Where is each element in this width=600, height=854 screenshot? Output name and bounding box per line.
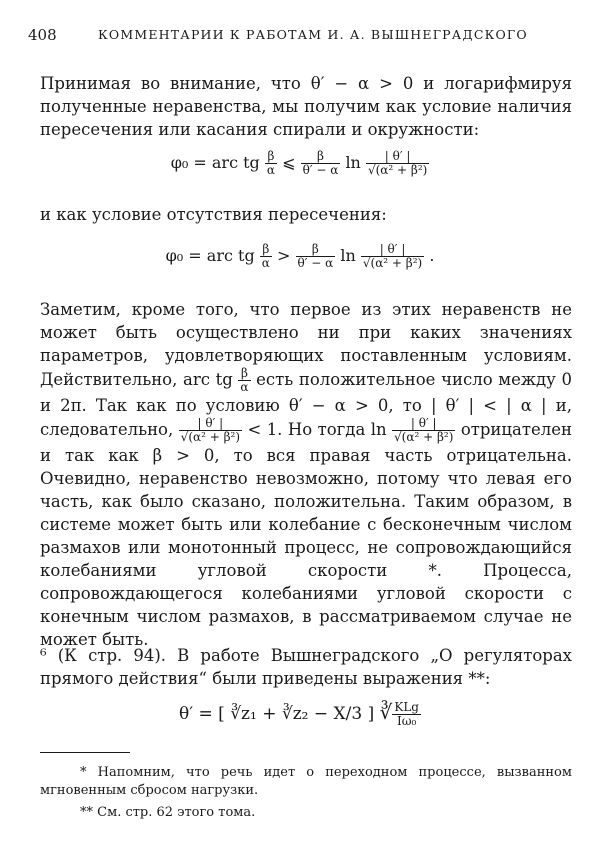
eq1-fraction-1: $\frac{\beta}{\alpha}$	[266, 149, 275, 177]
eq1-ln: ln	[345, 153, 361, 172]
paragraph-intro: Принимая во внимание, что θ′ − α > 0 и логарифмируя полученные неравенства, мы получим как условие наличия пересечения или касания спирали и окружности:	[40, 74, 572, 139]
footnote-1: * Напомним, что речь идет о переходном процессе, вызванном мгновенным сбросом нагрузки.	[40, 765, 572, 798]
eq3-body: [ ∛z₁ + ∛z₂ − X/3 ]	[218, 704, 375, 724]
paragraph-analysis: Заметим, кроме того, что первое из этих неравенств не может быть осуществлено ни при каких значениях параметров, удовлетворяющих поставленным условиям. Действительно, arc tg $\frac{\beta}{\alpha}$ есть положительное число между 0 и 2π. Так как по условию θ′ − α > 0, то | θ′ | < | α | и, следовательно, $\frac{| \theta' |}{\text{√(α² + β²)}}$ < 1. Но тогда ln $\frac{| \theta' |}{\text{√(α² + β²)}}$ отрицателен и так как β > 0, то вся правая часть отрицательна. Очевидно, неравенство невозможно, потому что левая его часть, как было сказано, положительна. Таким образом, в системе может быть или колебание с бесконечным числом размахов или монотонный процесс, не сопровождающийся колебаниями угловой скорости *. Процесса, сопровождающегося колебаниями угловой скорости с конечным числом размахов, в рассматриваемом случае не может быть.	[40, 300, 573, 649]
inline-fraction-theta-ratio: $\frac{| \theta' |}{\text{√(α² + β²)}}$	[180, 416, 241, 444]
footnote-2: ** См. стр. 62 этого тома.	[80, 805, 256, 820]
running-title: КОММЕНТАРИИ К РАБОТАМ И. А. ВЫШНЕГРАДСКОГО	[98, 27, 528, 42]
eq1-lhs: φ₀ = arc tg	[170, 153, 260, 172]
page-header	[28, 26, 576, 48]
equation-condition-intersection	[0, 150, 600, 177]
eq2-period: .	[429, 246, 435, 265]
footnote-divider	[40, 752, 130, 753]
inline-fraction-beta-alpha: $\frac{\beta}{\alpha}$	[240, 366, 249, 394]
eq2-ln: ln	[340, 246, 356, 265]
eq2-lhs: φ₀ = arc tg	[165, 246, 255, 265]
eq3-root-fraction: $\frac{\text{KLg}}{\text{Iω₀}}$	[394, 700, 419, 728]
eq1-fraction-2: $\frac{\beta}{\theta' - \alpha}$	[302, 149, 339, 177]
equation-theta-prime: θ′ = [ ∛z₁ + ∛z₂ − X/3 ] ∛ $\frac{\text{KLg}}{\text{Iω₀}}$	[179, 700, 419, 728]
page-number: 408	[28, 26, 57, 44]
eq2-relation: >	[277, 246, 291, 265]
paragraph-footnote-6: ⁶ (К стр. 94). В работе Вышнеградского „О регуляторах прямого действия“ были приведены выражения **:	[40, 646, 572, 688]
equation-condition-no-intersection	[0, 243, 600, 270]
eq2-fraction-1: $\frac{\beta}{\alpha}$	[261, 242, 270, 270]
paragraph-no-intersection: и как условие отсутствия пересечения:	[40, 205, 387, 224]
inline-fraction-ln-ratio: $\frac{| \theta' |}{\text{√(α² + β²)}}$	[394, 416, 454, 444]
eq2-fraction-3: $\frac{| \theta' |}{\text{√(α² + β²)}}$	[362, 242, 423, 270]
eq1-relation: ⩽	[282, 153, 296, 172]
eq3-lhs: θ′ =	[179, 704, 213, 724]
eq2-fraction-2: $\frac{\beta}{\theta' - \alpha}$	[297, 242, 334, 270]
eq1-fraction-3: $\frac{| \theta' |}{\text{√(α² + β²)}}$	[367, 149, 428, 177]
